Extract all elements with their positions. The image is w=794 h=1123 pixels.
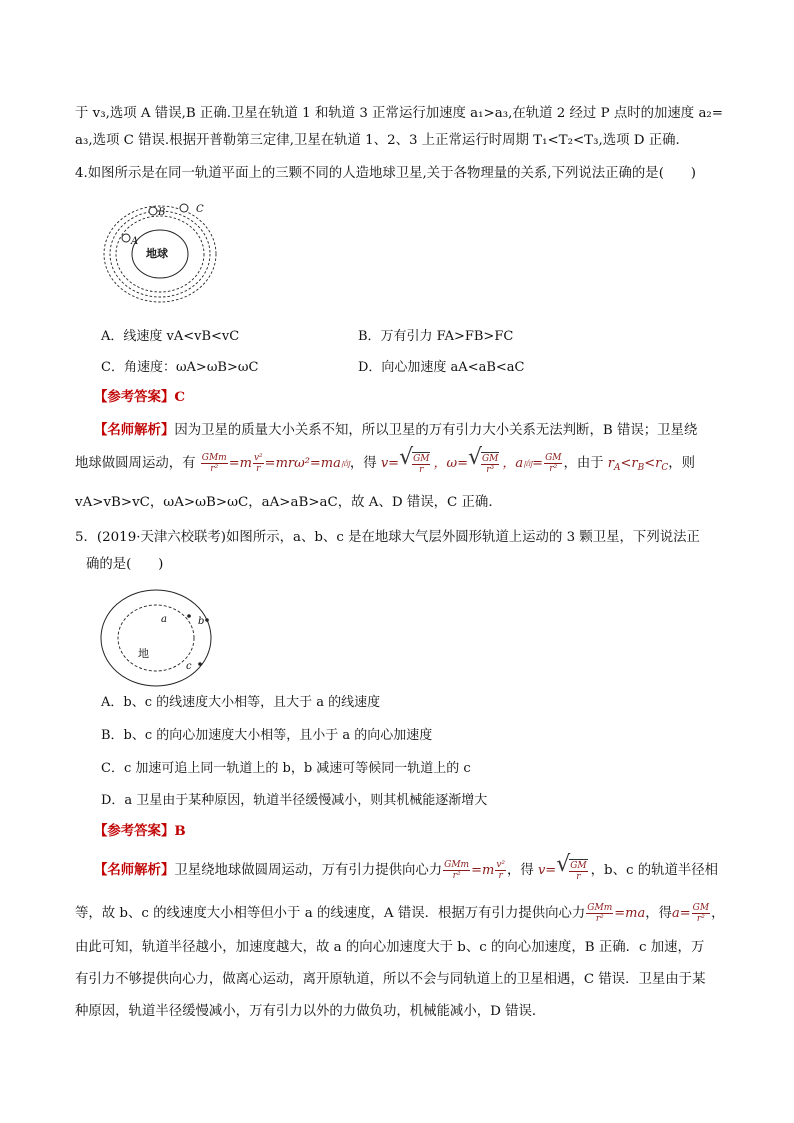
q4-analysis-text-2b: ，得 bbox=[349, 456, 377, 471]
q5-analysis-text-1c: ，b、c 的轨道半径相 bbox=[590, 863, 719, 878]
q4-earth-label: 地球 bbox=[146, 247, 168, 260]
q5-answer-value: B bbox=[174, 823, 186, 839]
q4-analysis-label: 【名师解析】 bbox=[94, 422, 175, 438]
q4-analysis-text-2c: ，由于 bbox=[563, 456, 604, 471]
q4-analysis-line-3: vA>vB>vC，ωA>ωB>ωC，aA>aB>aC，故 A、D 错误，C 正确. bbox=[75, 495, 493, 510]
intro-line-2: a₃,选项 C 错误.根据开普勒第三定律,卫星在轨道 1、2、3 上正常运行时周期 T₁<T₂<T₃,选项 D 正确. bbox=[75, 133, 680, 148]
q4-analysis-line-1 bbox=[94, 420, 697, 441]
q5-answer-row bbox=[94, 821, 186, 842]
q5-analysis-label: 【名师解析】 bbox=[94, 862, 175, 878]
q5-analysis-line-5: 种原因，轨道半径缓慢减小，万有引力以外的力做负功，机械能减小，D 错误． bbox=[75, 1004, 546, 1019]
q4-answer-label: 【参考答案】 bbox=[94, 389, 175, 405]
q5-answer-label: 【参考答案】 bbox=[94, 823, 175, 839]
intro-line-1: 于 v₃,选项 A 错误,B 正确.卫星在轨道 1 和轨道 3 正常运行加速度 a₁>a₃,在轨道 2 经过 P 点时的加速度 a₂= bbox=[75, 106, 724, 121]
q5-option-c: C．c 加速可追上同一轨道上的 b，b 减速可等候同一轨道上的 c bbox=[101, 761, 471, 776]
q5-analysis-text-1a: 卫星绕地球做圆周运动，万有引力提供向心力 bbox=[174, 863, 443, 878]
q4-option-c: C．角速度：ωA>ωB>ωC bbox=[101, 360, 259, 375]
q4-option-d: D．向心加速度 aA<aB<aC bbox=[358, 360, 525, 375]
q5-option-a: A．b、c 的线速度大小相等，且大于 a 的线速度 bbox=[101, 695, 381, 710]
q4-option-b: B．万有引力 FA>FB>FC bbox=[358, 329, 514, 344]
q4-sat-a-label: A bbox=[131, 236, 139, 247]
q5-analysis-text-1b: ，得 bbox=[507, 863, 534, 878]
q5-analysis-line-3: 由此可知，轨道半径越小，加速度越大，故 a 的向心加速度大于 b、c 的向心加速度，B 正确．c 加速，万 bbox=[75, 940, 705, 955]
q5-option-b: B．b、c 的向心加速度大小相等，且小于 a 的向心加速度 bbox=[101, 728, 433, 743]
q5-earth-label: 地 bbox=[138, 647, 149, 660]
q5-analysis-line-4: 有引力不够提供向心力，做离心运动，离开原轨道，所以不会与同轨道上的卫星相遇，C 错误．卫星由于某 bbox=[75, 972, 706, 987]
q4-analysis-text-2d: ，则 bbox=[668, 456, 696, 471]
q4-analysis-text-2a: 地球做圆周运动，有 bbox=[75, 456, 196, 471]
q4-sqrt-omega: √ $\frac{GM}{\text{r³}}$ bbox=[470, 452, 500, 475]
q5-analysis-line-1: 【名师解析】卫星绕地球做圆周运动，万有引力提供向心力 $\frac{\text{GMm}}{\text{r²}}$ =m $\frac{\text{v²}}{r}$ ，得 v= √ $\frac{GM}{r}$ ，b、c 的轨道半径相 bbox=[94, 859, 718, 882]
q5-sat-a-label: a bbox=[161, 614, 167, 625]
q5-formula-accel: $\frac{\text{GMm}}{\text{r²}}$ bbox=[587, 903, 613, 924]
q4-option-a: A．线速度 vA<vB<vC bbox=[101, 329, 240, 344]
q5-stem-2: 确的是( ) bbox=[86, 557, 164, 572]
q4-sat-c-label: C bbox=[196, 204, 204, 215]
q5-option-d: D．a 卫星由于某种原因，轨道半径缓慢减小，则其机械能逐渐增大 bbox=[101, 793, 488, 808]
q4-formula-gravity: $\frac{\text{GMm}}{\text{r²}}$ bbox=[201, 453, 227, 474]
q4-analysis-line-2: 地球做圆周运动，有 $\frac{\text{GMm}}{\text{r²}}$ =m $\frac{\text{v²}}{r}$ =mrω²=ma向，得 v= √ $\frac{GM}{r}$ ，ω= √ $\frac{GM}{\text{r³}}$ ，a向= $\frac{GM}{\text{r²}}$ ，由于 $r_A<r_B<r_C$，则 bbox=[75, 452, 695, 478]
q4-answer-row bbox=[94, 387, 185, 408]
q4-sat-b-label: B bbox=[158, 207, 166, 218]
q5-orbit-figure bbox=[96, 586, 216, 690]
q4-answer-value: C bbox=[174, 389, 186, 405]
q5-formula-gravity: $\frac{\text{GMm}}{\text{r²}}$ bbox=[444, 860, 470, 881]
q5-analysis-line-2: 等，故 b、c 的线速度大小相等但小于 a 的线速度，A 错误．根据万有引力提供向心力 $\frac{\text{GMm}}{\text{r²}}$ =ma，得a= $\frac{GM}{\text{r²}}$ ， bbox=[75, 903, 725, 924]
q5-analysis-text-2a: 等，故 b、c 的线速度大小相等但小于 a 的线速度，A 错误．根据万有引力提供向心力 bbox=[75, 906, 586, 921]
q4-analysis-text-1: 因为卫星的质量大小关系不知，所以卫星的万有引力大小关系无法判断，B 错误；卫星绕 bbox=[174, 423, 698, 438]
q5-sqrt-v: √ $\frac{GM}{r}$ bbox=[558, 859, 588, 882]
q5-sat-b-label: b bbox=[198, 616, 205, 627]
q5-analysis-text-2b: ，得 bbox=[645, 906, 673, 921]
q5-sat-c-label: c bbox=[186, 661, 192, 672]
q5-stem-1: 5．(2019·天津六校联考)如图所示，a、b、c 是在地球大气层外圆形轨道上运动的 3 颗卫星，下列说法正 bbox=[75, 530, 700, 545]
q4-sqrt-v: √ $\frac{GM}{r}$ bbox=[401, 452, 431, 475]
q4-stem: 4.如图所示是在同一轨道平面上的三颗不同的人造地球卫星,关于各物理量的关系,下列说法正确的是( ) bbox=[75, 166, 696, 181]
